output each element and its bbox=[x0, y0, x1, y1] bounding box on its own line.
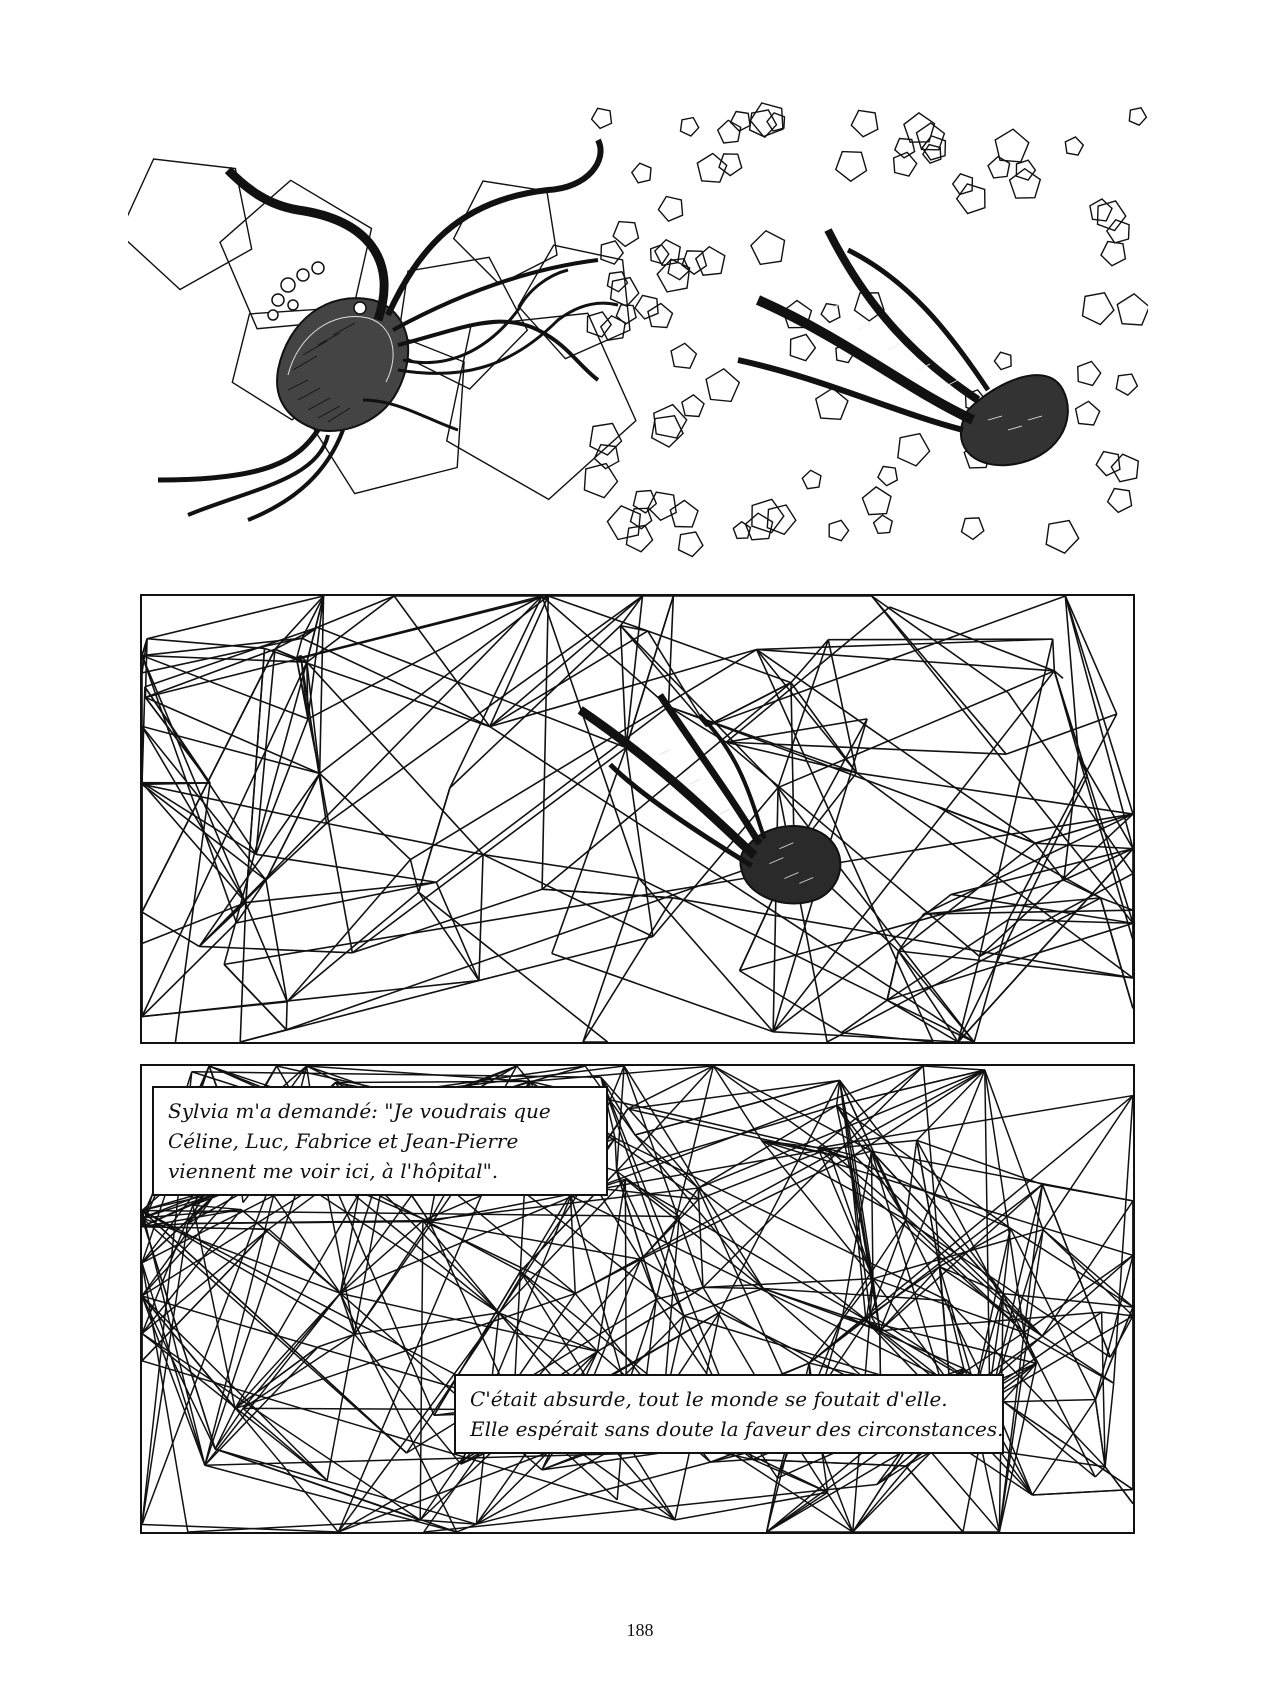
panel-web-captions bbox=[140, 1064, 1135, 1534]
large-octopus-drawing bbox=[158, 140, 618, 520]
web-line bbox=[1064, 849, 1133, 881]
web-line bbox=[142, 1218, 215, 1449]
web-line bbox=[520, 1271, 597, 1351]
web-line bbox=[175, 783, 210, 1042]
web-line bbox=[436, 882, 479, 980]
web-line bbox=[668, 596, 673, 707]
panel-octopus-pentagons bbox=[128, 100, 1148, 570]
pentagon-shape bbox=[1046, 521, 1079, 554]
web-line bbox=[841, 1033, 933, 1042]
web-line bbox=[923, 1066, 985, 1070]
pentagon-shape bbox=[654, 405, 687, 438]
web-line bbox=[286, 1002, 287, 1030]
web-line bbox=[840, 1080, 906, 1220]
caption-line: Céline, Luc, Fabrice et Jean-Pierre bbox=[168, 1129, 519, 1153]
pentagon-shape bbox=[895, 139, 915, 158]
pentagon-shape bbox=[995, 129, 1029, 162]
web-illustration bbox=[142, 596, 1133, 1042]
octopus-pentagon-illustration bbox=[128, 100, 1148, 570]
web-line bbox=[142, 1210, 407, 1453]
pentagon-shape bbox=[750, 103, 783, 137]
caption-line: C'était absurde, tout le monde se foutait d'elle. bbox=[470, 1387, 948, 1411]
pentagon-shape bbox=[1065, 137, 1083, 155]
web-line bbox=[1042, 1184, 1133, 1200]
web-line bbox=[266, 823, 327, 880]
web-line bbox=[423, 1221, 499, 1313]
pentagon-shape bbox=[1116, 374, 1137, 395]
pentagon-shape bbox=[923, 145, 941, 164]
web-line bbox=[240, 1030, 286, 1042]
web-line bbox=[773, 894, 951, 1031]
web-line bbox=[818, 1148, 873, 1279]
pentagon-shape bbox=[802, 470, 821, 488]
pentagon-shape bbox=[851, 110, 878, 136]
web-line bbox=[628, 1109, 850, 1159]
pentagon-cluster bbox=[128, 103, 1148, 557]
web-line bbox=[1064, 755, 1078, 880]
web-line bbox=[352, 748, 626, 953]
web-line bbox=[706, 683, 791, 727]
web-line bbox=[706, 596, 1065, 726]
pentagon-shape bbox=[1083, 293, 1114, 325]
web-line bbox=[419, 892, 608, 1042]
web-line bbox=[205, 1347, 318, 1465]
web-line bbox=[240, 903, 246, 1042]
web-line bbox=[1114, 1096, 1133, 1384]
web-line bbox=[301, 656, 483, 855]
pentagon-shape bbox=[671, 343, 696, 368]
web-line bbox=[142, 638, 302, 673]
web-line bbox=[773, 788, 778, 1032]
web-line bbox=[899, 951, 959, 1042]
pentagon-shape bbox=[821, 304, 840, 323]
pentagon-shape bbox=[1107, 220, 1129, 243]
web-line bbox=[297, 596, 542, 659]
web-line bbox=[436, 707, 668, 883]
web-line bbox=[1101, 898, 1133, 1009]
web-line bbox=[757, 650, 857, 773]
web-line bbox=[1105, 1467, 1133, 1504]
pentagon-shape bbox=[1078, 362, 1101, 386]
web-line bbox=[757, 639, 1053, 649]
web-line bbox=[974, 919, 1008, 1042]
pentagon-shape bbox=[681, 118, 699, 136]
caption-line: viennent me voir ici, à l'hôpital". bbox=[168, 1159, 499, 1183]
caption-line: Elle espérait sans doute la faveur des circonstances. bbox=[470, 1417, 1004, 1441]
pentagon-shape bbox=[679, 532, 703, 557]
pentagon-shape bbox=[1076, 401, 1100, 425]
pentagon-shape bbox=[904, 113, 935, 142]
web-line bbox=[318, 1334, 354, 1347]
pentagon-shape bbox=[957, 184, 985, 214]
web-line bbox=[628, 1080, 840, 1109]
web-line bbox=[854, 1070, 985, 1155]
web-line bbox=[899, 951, 1133, 978]
web-line bbox=[142, 656, 307, 663]
web-line bbox=[583, 878, 639, 1042]
web-line bbox=[142, 1223, 188, 1524]
web-line bbox=[1053, 639, 1055, 671]
pentagon-shape bbox=[829, 520, 848, 540]
web-line bbox=[269, 1229, 341, 1293]
web-line bbox=[490, 650, 757, 727]
pentagon-shape bbox=[878, 466, 897, 485]
octopus-drawing bbox=[580, 695, 840, 903]
caption-box-sylvia-request bbox=[152, 1086, 608, 1196]
pentagon-shape bbox=[1129, 108, 1146, 125]
pentagon-shape bbox=[668, 259, 689, 280]
pentagon-shape bbox=[1117, 294, 1148, 325]
web-line bbox=[352, 889, 542, 953]
pentagon-shape bbox=[1090, 199, 1112, 221]
web-line bbox=[762, 1141, 1133, 1256]
web-line bbox=[490, 596, 548, 727]
pentagon-shape bbox=[601, 316, 625, 340]
pentagon-shape bbox=[836, 152, 867, 182]
web-line bbox=[818, 1096, 1133, 1148]
web-line bbox=[287, 860, 410, 1002]
caption-box-absurd bbox=[454, 1374, 1004, 1454]
web-line bbox=[871, 1151, 872, 1279]
pentagon-shape bbox=[447, 313, 636, 499]
web-line bbox=[872, 596, 1006, 754]
pentagon-shape bbox=[616, 305, 636, 324]
small-octopus-drawing bbox=[738, 230, 1068, 465]
web-line bbox=[641, 1259, 810, 1363]
web-line bbox=[142, 1002, 287, 1017]
pentagon-shape bbox=[1101, 242, 1125, 266]
pentagon-shape bbox=[898, 434, 930, 466]
web-line bbox=[542, 596, 548, 889]
web-line bbox=[266, 774, 320, 881]
web-line bbox=[224, 814, 1133, 964]
web-line bbox=[1054, 671, 1133, 923]
panel-octopus-web bbox=[140, 594, 1135, 1044]
web-line bbox=[1043, 1096, 1133, 1230]
web-line bbox=[490, 596, 643, 727]
web-line bbox=[741, 1450, 827, 1492]
web-line bbox=[958, 849, 1133, 1042]
web-line bbox=[142, 656, 308, 719]
web-line bbox=[740, 971, 842, 1033]
pentagon-shape bbox=[632, 163, 651, 183]
web-line bbox=[1042, 1184, 1110, 1357]
web-line bbox=[147, 596, 323, 639]
pentagon-shape bbox=[1098, 201, 1126, 231]
pentagon-shape bbox=[790, 335, 815, 361]
web-line bbox=[317, 627, 626, 747]
web-line bbox=[235, 1347, 318, 1409]
web-line bbox=[246, 648, 265, 902]
pentagon-shape bbox=[633, 491, 656, 513]
web-line bbox=[1064, 880, 1101, 898]
pentagon-shape bbox=[607, 506, 640, 540]
web-line bbox=[625, 1179, 626, 1390]
caption-line: Sylvia m'a demandé: "Je voudrais que bbox=[168, 1099, 551, 1123]
web-line bbox=[906, 1466, 963, 1532]
pentagon-shape bbox=[751, 231, 785, 264]
pentagon-shape bbox=[962, 518, 984, 540]
pentagon-shape bbox=[1108, 489, 1132, 513]
web-line bbox=[429, 1194, 570, 1221]
web-line bbox=[843, 1315, 1037, 1363]
web-line bbox=[703, 1287, 763, 1288]
web-line bbox=[420, 1221, 423, 1520]
web-line bbox=[1095, 1467, 1105, 1477]
pentagon-shape bbox=[1111, 454, 1138, 482]
web-line bbox=[1105, 1383, 1114, 1467]
web-line bbox=[841, 1000, 887, 1033]
pentagon-shape bbox=[592, 108, 612, 128]
pentagon-shape bbox=[658, 197, 682, 222]
web-line bbox=[317, 596, 394, 627]
web-line bbox=[713, 1066, 871, 1151]
pentagon-shape bbox=[601, 241, 623, 264]
web-line bbox=[906, 1140, 917, 1220]
web-line bbox=[626, 748, 653, 937]
web-line bbox=[256, 719, 308, 854]
web-line bbox=[1006, 714, 1117, 754]
web-line bbox=[675, 1492, 828, 1520]
web-line bbox=[145, 596, 548, 697]
pentagon-shape bbox=[874, 515, 893, 533]
pentagon-shape bbox=[1096, 452, 1120, 476]
page-number: 188 bbox=[626, 1620, 654, 1640]
web-line bbox=[215, 1408, 243, 1449]
pentagon-shape bbox=[719, 154, 742, 176]
web-line bbox=[857, 773, 1133, 978]
web-line bbox=[479, 937, 653, 981]
pentagon-shape bbox=[994, 352, 1011, 369]
web-line bbox=[872, 596, 1133, 923]
web-line bbox=[224, 964, 286, 1029]
web-line bbox=[635, 1080, 840, 1135]
pentagon-shape bbox=[682, 395, 704, 417]
web-line bbox=[142, 726, 320, 773]
web-line bbox=[326, 596, 642, 823]
web-line bbox=[394, 596, 490, 727]
pentagon-shape bbox=[706, 369, 739, 402]
pentagon-shape bbox=[584, 464, 617, 498]
web-line bbox=[791, 640, 828, 683]
web-line bbox=[778, 671, 1054, 788]
pentagon-shape bbox=[862, 487, 891, 515]
web-line bbox=[873, 1230, 1043, 1279]
web-line bbox=[1035, 843, 1133, 848]
web-line bbox=[818, 1148, 1024, 1332]
pentagon-shape bbox=[718, 120, 741, 143]
pentagon-shape bbox=[1010, 169, 1041, 198]
web-line bbox=[1032, 1489, 1133, 1495]
web-line bbox=[1042, 1201, 1133, 1336]
web-line bbox=[142, 1229, 269, 1361]
web-line bbox=[419, 892, 479, 980]
pentagon-shape bbox=[988, 157, 1010, 178]
pentagon-shape bbox=[587, 312, 611, 337]
web-line bbox=[246, 882, 437, 902]
web-line bbox=[615, 1138, 617, 1171]
web-line bbox=[490, 727, 974, 1042]
pentagon-shape bbox=[894, 152, 917, 176]
